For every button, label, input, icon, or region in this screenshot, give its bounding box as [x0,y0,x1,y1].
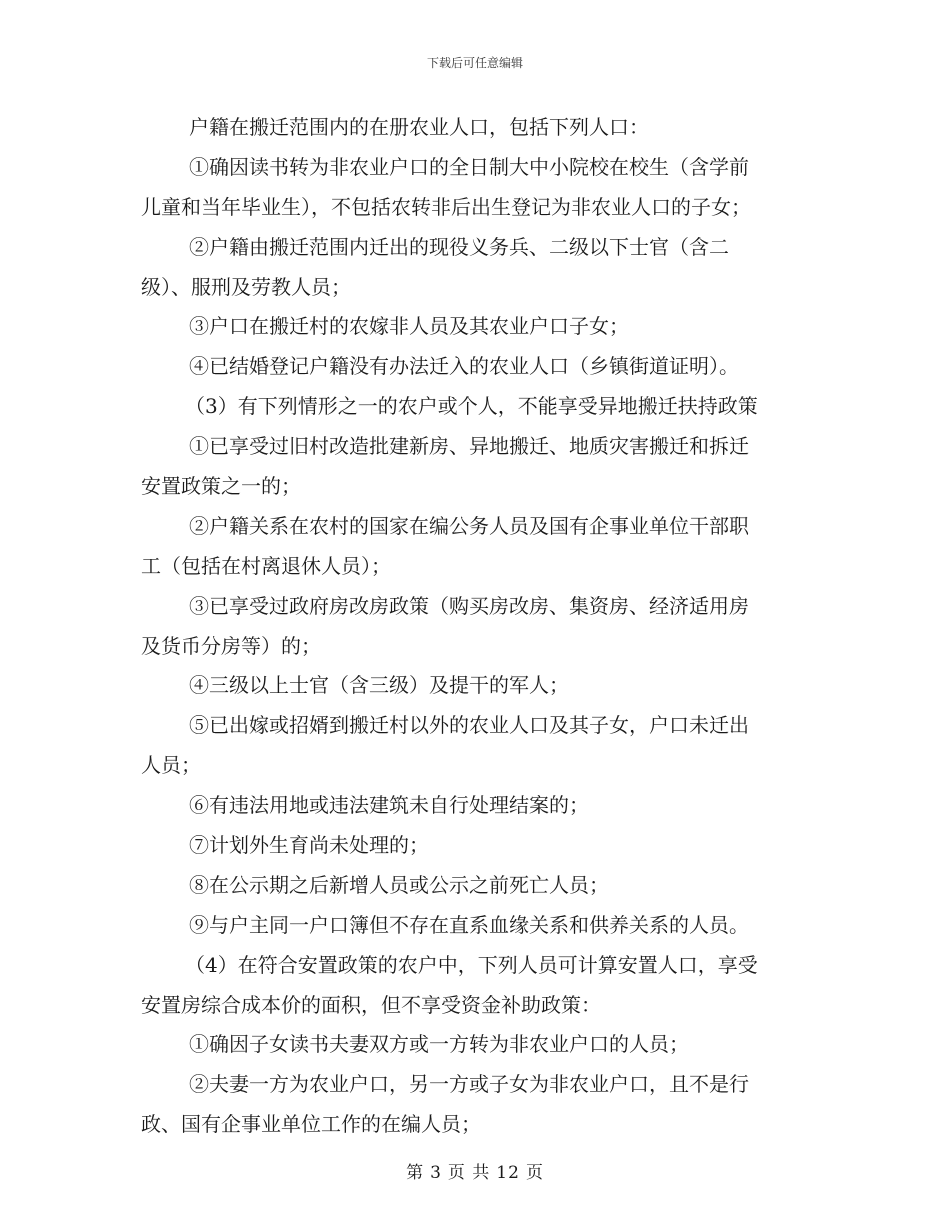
text-line: ②户籍关系在农村的国家在编公务人员及国有企事业单位干部职 [189,513,749,538]
text-line: ①已享受过旧村改造批建新房、异地搬迁、地质灾害搬迁和拆迁 [189,434,749,459]
document-body [141,108,811,1145]
text-line: ②夫妻一方为农业户口，另一方或子女为非农业户口，且不是行 [189,1072,749,1097]
text-line: ⑤已出嫁或招婿到搬迁村以外的农业人口及其子女，户口未迁出 [189,713,749,738]
text-line: ④已结婚登记户籍没有办法迁入的农业人口（乡镇街道证明）。 [189,354,739,379]
text-line: ④三级以上士官（含三级）及提干的军人； [189,673,569,698]
text-line: ①确因读书转为非农业户口的全日制大中小院校在校生（含学前 [189,154,749,179]
text-line: 人员； [141,753,201,778]
page-number: 3 [430,1163,442,1183]
footer-middle: 页 共 [447,1163,491,1183]
text-line: ③已享受过政府房改房政策（购买房改房、集资房、经济适用房 [189,593,749,618]
text-line: （4）在符合安置政策的农户中，下列人员可计算安置人口，享受 [185,952,758,977]
text-line: ①确因子女读书夫妻双方或一方转为非农业户口的人员； [189,1032,689,1057]
text-line: （3）有下列情形之一的农户或个人，不能享受异地搬迁扶持政策 [185,394,758,419]
text-line: ⑦计划外生育尚未处理的； [189,833,429,858]
text-line: 政、国有企事业单位工作的在编人员； [141,1112,481,1137]
text-line: 及货币分房等）的； [141,633,321,658]
text-line: ③户口在搬迁村的农嫁非人员及其农业户口子女； [189,314,629,339]
footer-prefix: 第 [406,1163,425,1183]
text-line: 儿童和当年毕业生），不包括农转非后出生登记为非农业人口的子女； [141,194,751,219]
page-total: 12 [496,1163,520,1183]
text-line: ⑥有违法用地或违法建筑未自行处理结案的； [189,793,589,818]
page-header [0,54,950,71]
text-line: 户籍在搬迁范围内的在册农业人口，包括下列人口： [189,115,649,139]
text-line: 安置政策之一的； [141,474,301,499]
text-line: 安置房综合成本价的面积，但不享受资金补助政策： [141,992,601,1017]
footer-suffix: 页 [525,1163,544,1183]
text-line: ⑨与户主同一户口簿但不存在直系血缘关系和供养关系的人员。 [189,912,749,937]
text-line: 工（包括在村离退休人员）； [141,553,391,578]
text-line: ②户籍由搬迁范围内迁出的现役义务兵、二级以下士官（含二 [189,234,729,259]
text-line: ⑧在公示期之后新增人员或公示之前死亡人员； [189,872,609,897]
text-line: 级）、服刑及劳教人员； [141,274,351,299]
page-footer [0,1158,950,1183]
header-note: 下载后可任意编辑 [426,56,523,70]
